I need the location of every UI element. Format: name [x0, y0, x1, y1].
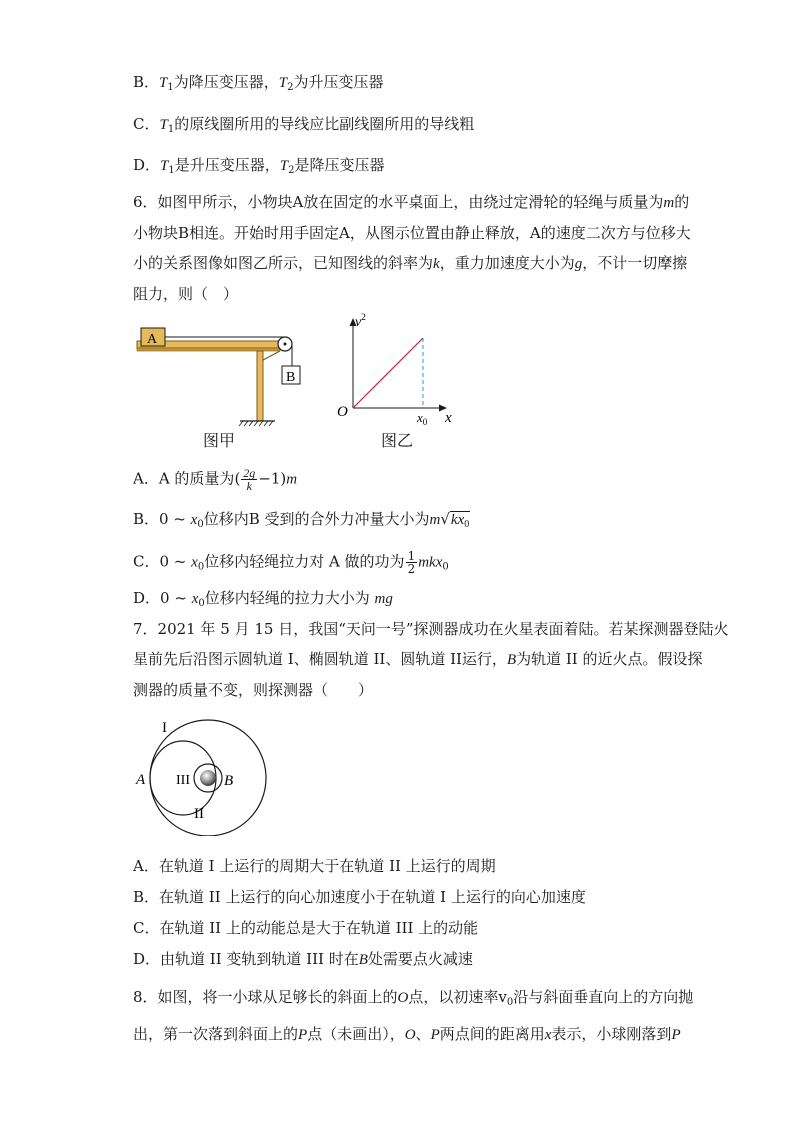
fraction: $\frac{2g}{k}$ [243, 466, 256, 493]
x0-label-sub: 0 [422, 417, 428, 427]
label-orbit-ii: II [194, 806, 204, 822]
mars-planet [200, 770, 216, 786]
y-axis-label-sup: 2 [361, 312, 366, 322]
x0-label: x [417, 410, 423, 425]
svg-text:v2 [355, 312, 366, 330]
q6-option-a: A．A 的质量为( $\frac{2g}{k}$ −1)m [133, 466, 298, 493]
origin-label: O [337, 404, 348, 420]
q7-option-a: A．在轨道 I 上运行的周期大于在轨道 II 上运行的周期 [133, 857, 496, 875]
q6-stem-line-3: 小的关系图像如图乙所示，已知图线的斜率为k，重力加速度大小为g，不计一切摩擦 [133, 254, 688, 272]
q6-figure-yi [333, 312, 463, 427]
label-orbit-i: I [162, 720, 167, 736]
q6-stem-line-4: 阻力，则（ ） [133, 285, 239, 303]
q7-option-d: D．由轨道 II 变轨到轨道 III 时在B处需要点火减速 [133, 950, 473, 968]
q7-orbit-figure [132, 712, 274, 836]
q6-stem-line-1: 6．如图甲所示，小物块A放在固定的水平桌面上，由绕过定滑轮的轻绳与质量为m的 [133, 193, 690, 211]
q7-option-b: B．在轨道 II 上运行的向心加速度小于在轨道 I 上运行的向心加速度 [133, 888, 586, 906]
label-orbit-iii: III [176, 773, 190, 788]
sqrt-sign: √ [440, 510, 450, 528]
svg-text:x0 [416, 410, 428, 427]
q8-stem-line-1: 8．如图，将一小球从足够长的斜面上的O点，以初速率$v_0$沿与斜面垂直向上的方向抛 [133, 988, 694, 1008]
fraction: $\frac{1}{2}$ [407, 549, 416, 576]
q6-figure-jia [135, 320, 310, 430]
q5-option-b: B．$T_1$为降压变压器，$T_2$为升压变压器 [133, 73, 384, 93]
block-a-label: A [147, 332, 158, 347]
sqrt-content: $kx_0$ [450, 512, 470, 530]
y-axis-label: v [355, 315, 362, 330]
q6-stem-line-2: 小物块B相连。开始时用手固定A，从图示位置由静止释放，A的速度二次方与位移大 [133, 224, 691, 242]
q7-stem-line-2: 星前先后沿图示圆轨道 I、椭圆轨道 II、圆轨道 II运行，B为轨道 II 的近火点。假设探 [133, 650, 703, 668]
table [137, 341, 280, 426]
q7-option-c: C．在轨道 II 上的动能总是大于在轨道 III 上的动能 [133, 919, 479, 937]
q5-option-c: C．$T_1$的原线圈所用的导线应比副线圈所用的导线粗 [133, 115, 475, 135]
label-point-a: A [136, 772, 146, 788]
pulley-axle [284, 343, 287, 346]
v2-x-line [353, 338, 423, 408]
figure-jia-caption: 图甲 [203, 431, 236, 450]
q6-option-b: B．0 ~ $x_0$位移内B 受到的合外力冲量大小为$m√kx_0$ [133, 510, 470, 530]
q7-stem-line-3: 测器的质量不变，则探测器（ ） [133, 681, 374, 699]
q7-stem-line-1: 7．2021 年 5 月 15 日，我国“天问一号”探测器成功在火星表面着陆。若某探测器登陆火 [133, 620, 729, 638]
figure-yi-caption: 图乙 [381, 431, 414, 450]
q5-option-d: D．$T_1$是升压变压器，$T_2$是降压变压器 [133, 156, 385, 176]
block-b-label: B [286, 370, 296, 385]
q6-option-c: C．0 ~ $x_0$位移内轻绳拉力对 A 做的功为 $\frac{1}{2}$ mkx$_0$ [133, 549, 449, 576]
label-point-b: B [224, 773, 234, 789]
q6-option-d: D．0 ~ $x_0$位移内轻绳的拉力大小为 mg [133, 589, 393, 609]
x-axis-label: x [445, 410, 452, 426]
q8-stem-line-2: 出，第一次落到斜面上的P点（未画出），O、P两点间的距离用x表示，小球刚落到P [133, 1025, 681, 1043]
